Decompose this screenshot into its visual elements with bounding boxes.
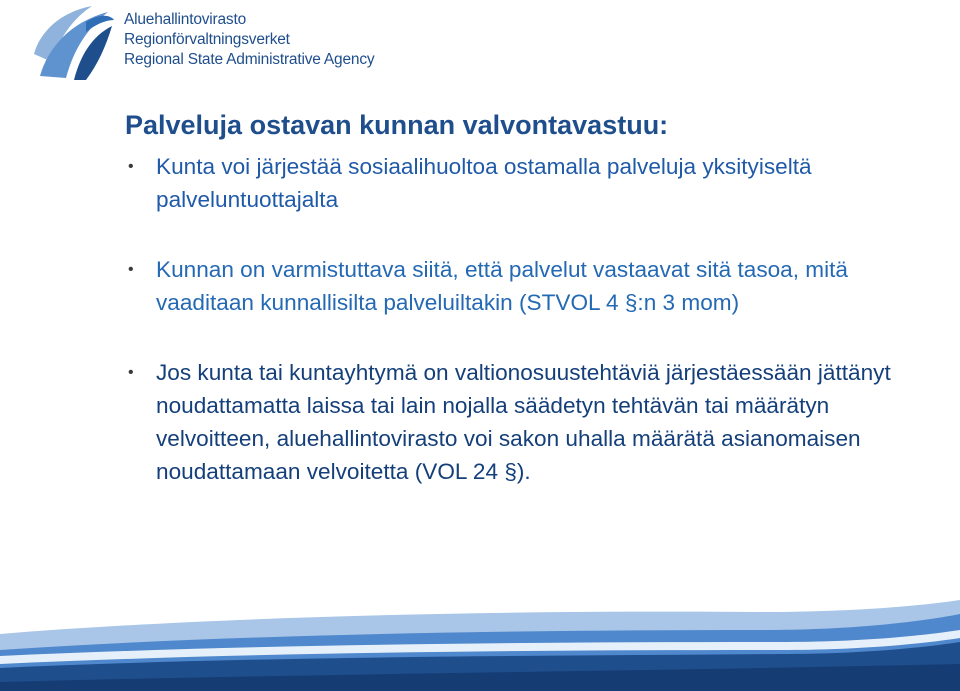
slide-title: Palveluja ostavan kunnan valvontavastuu: (125, 110, 669, 140)
agency-names (124, 10, 374, 70)
bullet-text: Jos kunta tai kuntayhtymä on valtionosuustehtäviä järjestäessään jättänyt noudattamatta laissa tai lain nojalla säädetyn tehtävän tai määrätyn velvoitteen, aluehallintovirasto voi sakon uhalla määrätä asianomaisen noudattamaan velvoitetta (VOL 24 §). (156, 360, 891, 484)
bullet-text: Kunnan on varmistuttava siitä, että palvelut vastaavat sitä tasoa, mitä vaaditaan kunnallisilta palveluiltakin (STVOL 4 §:n 3 mom) (156, 257, 848, 315)
bullet-item (125, 253, 915, 319)
agency-name-fi: Aluehallintovirasto (124, 11, 246, 28)
footer-wave-decoration (0, 590, 960, 691)
agency-name-en: Regional State Administrative Agency (124, 51, 375, 68)
bullet-item (125, 356, 915, 488)
bullet-icon: • (128, 261, 134, 278)
bullet-icon: • (128, 158, 134, 175)
aluehallintovirasto-logo-icon (30, 2, 116, 82)
bullet-icon: • (128, 364, 134, 381)
slide-content (125, 108, 915, 488)
bullet-item (125, 150, 915, 216)
agency-name-sv: Regionförvaltningsverket (124, 31, 290, 48)
bullet-list (125, 150, 915, 488)
bullet-text: Kunta voi järjestää sosiaalihuoltoa ostamalla palveluja yksityiseltä palveluntuottajalta (156, 154, 812, 212)
